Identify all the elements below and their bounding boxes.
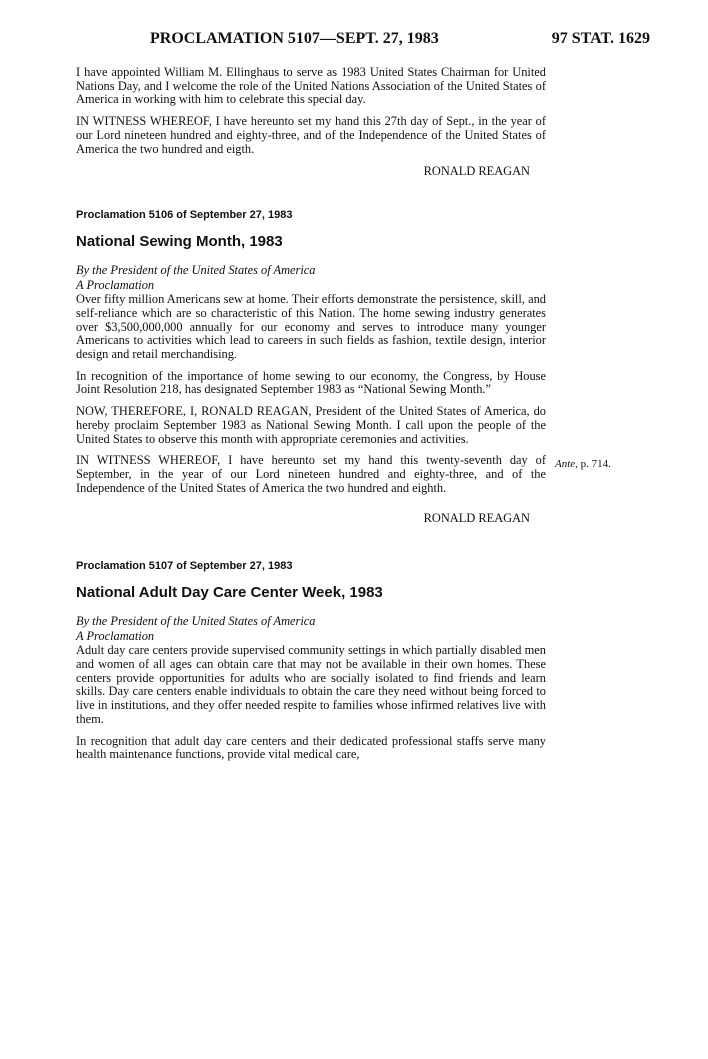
document-body: [76, 66, 546, 762]
proclamation-5107-number: Proclamation 5107 of September 27, 1983: [76, 560, 293, 573]
proclamation-5106-byline-proclamation: A Proclamation: [76, 278, 155, 293]
continuation-signature: RONALD REAGAN: [423, 164, 530, 179]
margin-note-page: p. 714.: [580, 458, 611, 470]
proclamation-5106-byline-president: By the President of the United States of America: [76, 263, 316, 278]
margin-note-cross-reference: [555, 457, 611, 471]
proclamation-5107-title: National Adult Day Care Center Week, 1983: [76, 584, 383, 602]
proclamation-5107-byline-proclamation: A Proclamation: [76, 629, 155, 644]
proclamation-5106-paragraph-1: Over fifty million Americans sew at home. Their efforts demonstrate the persistence, skill, and self-reliance which are so characteristic of this Nation. The home sewing industry generates over $3,500,000,000 annually for our economy and serves to introduce many younger Americans to activities which lead to careers in such fields as fashion, textile design, interior design and retail merchandising.: [76, 292, 546, 362]
running-head: [150, 30, 650, 50]
proclamation-5106-signature: RONALD REAGAN: [423, 511, 530, 526]
proclamation-5106-paragraph-2: In recognition of the importance of home sewing to our economy, the Congress, by House Joint Resolution 218, has designated September 1983 as “National Sewing Month.”: [76, 368, 546, 397]
proclamation-5107-paragraph-2: In recognition that adult day care centers and their dedicated professional staffs serve many health maintenance functions, provide vital medical care,: [76, 733, 546, 762]
proclamation-5107-paragraph-1: Adult day care centers provide supervised community settings in which partially disabled men and women of all ages can obtain care that may not be available in their own homes. These centers provide opportunities for adults who are socially isolated to find friends and learn skills. Day care centers enable individuals to obtain the care they need without being forced to live in institutions, and they offer needed respite to families whose infirmed relatives live with them.: [76, 643, 546, 726]
margin-note-ante: Ante,: [555, 458, 578, 470]
continuation-paragraph-1: I have appointed William M. Ellinghaus to serve as 1983 United States Chairman for United Nations Day, and I welcome the role of the United Nations Association of the United States of America in working with him to celebrate this special day.: [76, 65, 546, 107]
proclamation-5106-paragraph-3: NOW, THEREFORE, I, RONALD REAGAN, President of the United States of America, do hereby proclaim September 1983 as National Sewing Month. I call upon the people of the United States to observe this month with appropriate ceremonies and activities.: [76, 404, 546, 446]
running-head-title: PROCLAMATION 5107—SEPT. 27, 1983: [150, 30, 439, 47]
proclamation-5106-number: Proclamation 5106 of September 27, 1983: [76, 209, 293, 222]
proclamation-5107-byline-president: By the President of the United States of America: [76, 614, 316, 629]
proclamation-5106-paragraph-4: IN WITNESS WHEREOF, I have hereunto set my hand this twenty-seventh day of September, in the year of our Lord nineteen hundred and eighty-three, and of the Independence of the United States of America the two hundred and eighth.: [76, 453, 546, 495]
statute-page-number: 97 STAT. 1629: [551, 30, 650, 47]
continuation-paragraph-2: IN WITNESS WHEREOF, I have hereunto set my hand this 27th day of Sept., in the year of our Lord nineteen hundred and eighty-three, and of the Independence of the United States of America the two hundred and eigth.: [76, 114, 546, 156]
proclamation-5106-title: National Sewing Month, 1983: [76, 233, 283, 251]
